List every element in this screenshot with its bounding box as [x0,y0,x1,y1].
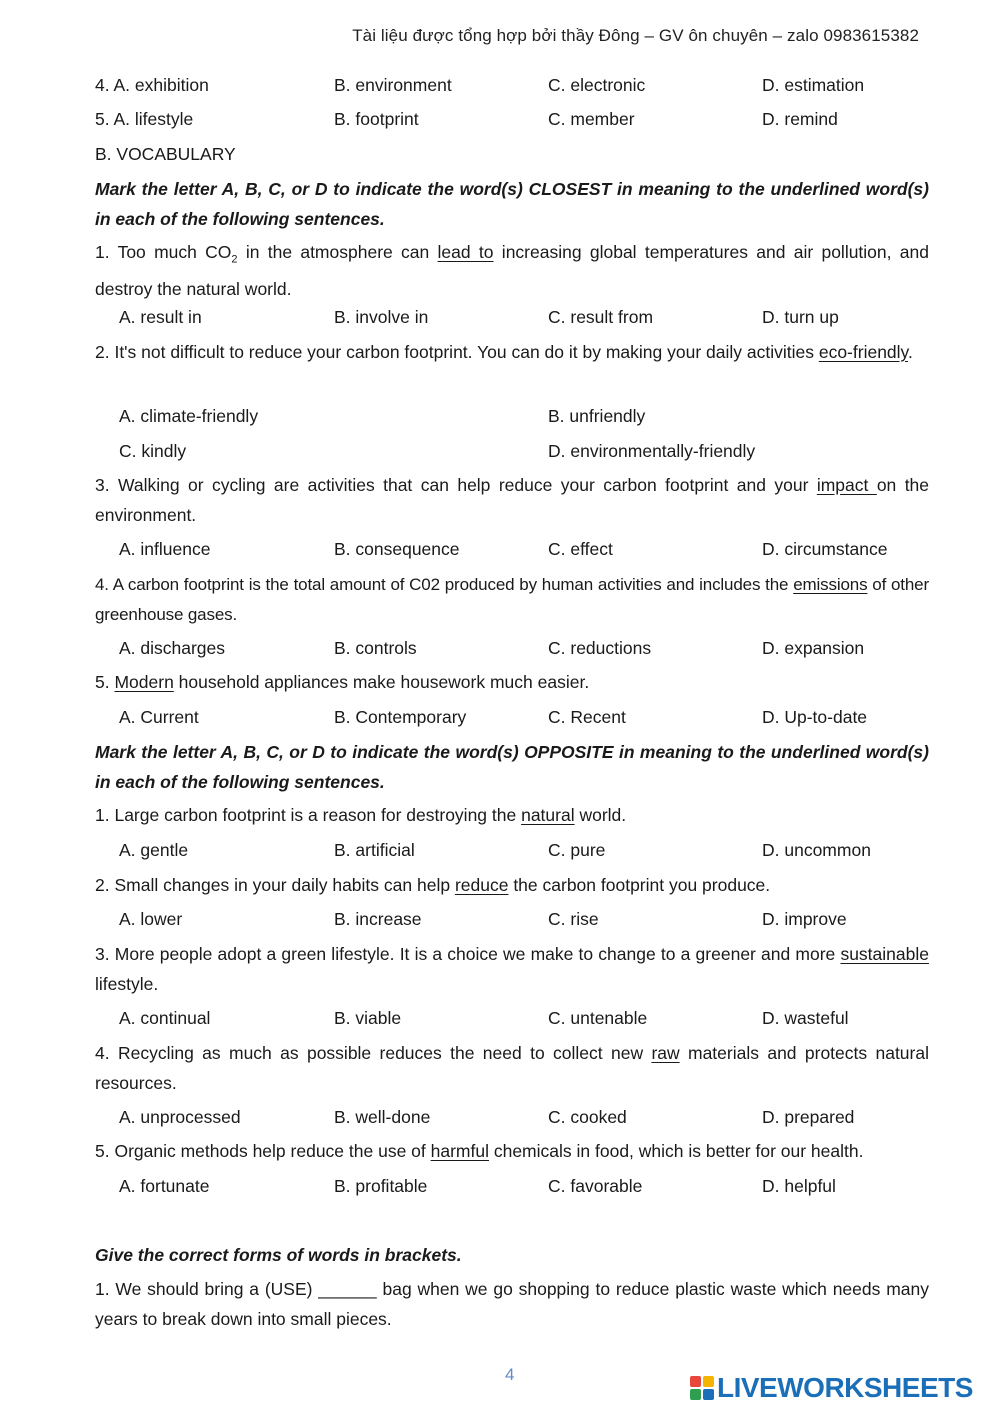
answer-options [95,535,929,564]
word-forms-instruction: Give the correct forms of words in brackets. [95,1245,462,1265]
option-d[interactable]: D. environmentally-friendly [548,441,756,461]
underlined-word: impact [816,475,877,495]
underlined-word: Modern [114,672,174,692]
underlined-word: natural [521,805,575,825]
option-a[interactable]: A. Current [119,707,199,727]
page-header: Tài liệu được tổng hợp bởi thầy Đông – GV ôn chuyên – zalo 0983615382 [352,26,919,45]
option: B. footprint [334,109,419,129]
underlined-word: sustainable [840,944,929,964]
option-c[interactable]: C. rise [548,909,599,929]
logo-square [690,1376,701,1387]
option-a[interactable]: A. influence [119,539,211,559]
question-text: 5. Modern household appliances make housework much easier. [95,672,590,692]
logo-square [690,1389,701,1400]
option-a[interactable]: A. lower [119,909,183,929]
question-text: 2. It's not difficult to reduce your carbon footprint. You can do it by making your daily activities eco-friendly. [95,342,913,362]
option-c[interactable]: C. pure [548,840,606,860]
liveworksheets-logo [690,1372,973,1404]
option: 4. A. exhibition [95,75,209,95]
question-text: 4. Recycling as much as possible reduces the need to collect new raw materials and protects natural resources. [95,1043,929,1093]
answer-options [95,703,929,732]
option-b[interactable]: B. involve in [334,307,429,327]
option-d[interactable]: D. Up-to-date [762,707,868,727]
answer-options [95,1004,929,1033]
option-d[interactable]: D. uncommon [762,840,871,860]
option-b[interactable]: B. viable [334,1008,402,1028]
underlined-word: reduce [454,875,509,895]
closest-instruction: Mark the letter A, B, C, or D to indicate the word(s) CLOSEST in meaning to the underlined word(s) in each of the following sentences. [95,179,929,229]
question-text: 3. Walking or cycling are activities that can help reduce your carbon footprint and your impact on the environment. [95,475,930,525]
answer-options [95,905,929,934]
option-d[interactable]: D. wasteful [762,1008,849,1028]
option-a[interactable]: A. fortunate [119,1176,210,1196]
question-text: 1. Large carbon footprint is a reason for destroying the natural world. [95,805,627,825]
underlined-word: harmful [430,1141,489,1161]
option-c[interactable]: C. untenable [548,1008,648,1028]
underlined-word: eco-friendly [818,342,909,362]
option: D. remind [762,109,838,129]
question-text: 4. A carbon footprint is the total amount of C02 produced by human activities and includes the emissions of other greenhouse gases. [95,575,930,624]
option-a[interactable]: A. unprocessed [119,1107,241,1127]
option: 5. A. lifestyle [95,109,194,129]
answer-options [95,303,929,332]
question-text: 1. We should bring a (USE) ______ bag when we go shopping to reduce plastic waste which needs many years to break down into small pieces. [95,1279,929,1329]
page-number: 4 [505,1365,515,1384]
option-b[interactable]: B. unfriendly [548,406,646,426]
option-d[interactable]: D. circumstance [762,539,888,559]
answer-options [95,402,929,431]
underlined-word: emissions [793,575,868,594]
option: B. environment [334,75,452,95]
logo-icon [690,1376,714,1400]
option-d[interactable]: D. improve [762,909,847,929]
option-d[interactable]: D. prepared [762,1107,855,1127]
logo-square [703,1389,714,1400]
logo-text: LIVEWORKSHEETS [717,1372,973,1403]
answer-options [95,1172,929,1201]
answer-options [95,437,929,466]
question-text: 1. Too much $CO_2$ in the atmosphere can lead to increasing global temperatures and air pollution, and destroy the natural world. [95,242,929,299]
question-text: 2. Small changes in your daily habits can help reduce the carbon footprint you produce. [95,875,771,895]
option-c[interactable]: C. reductions [548,638,652,658]
option-c[interactable]: C. cooked [548,1107,627,1127]
option-c[interactable]: C. kindly [119,441,187,461]
underlined-word: lead to [437,242,494,262]
logo-square [703,1376,714,1387]
underlined-word: raw [651,1043,680,1063]
question-text: 5. Organic methods help reduce the use of harmful chemicals in food, which is better for our health. [95,1141,864,1161]
option-a[interactable]: A. result in [119,307,202,327]
option-a[interactable]: A. climate-friendly [119,406,259,426]
option-a[interactable]: A. gentle [119,840,189,860]
question-text: 3. More people adopt a green lifestyle. It is a choice we make to change to a greener and more sustainable lifestyle. [95,944,929,994]
option: C. member [548,109,635,129]
pron-row-5 [95,105,929,134]
option-b[interactable]: B. profitable [334,1176,428,1196]
option-a[interactable]: A. discharges [119,638,226,658]
option-d[interactable]: D. expansion [762,638,865,658]
option: C. electronic [548,75,646,95]
option-c[interactable]: C. Recent [548,707,626,727]
option: D. estimation [762,75,865,95]
option-d[interactable]: D. turn up [762,307,839,327]
option-b[interactable]: B. controls [334,638,417,658]
option-b[interactable]: B. artificial [334,840,415,860]
option-c[interactable]: C. effect [548,539,613,559]
answer-options [95,634,929,663]
answer-options [95,836,929,865]
section-heading: B. VOCABULARY [95,144,236,164]
option-b[interactable]: B. increase [334,909,422,929]
option-a[interactable]: A. continual [119,1008,211,1028]
option-d[interactable]: D. helpful [762,1176,836,1196]
option-b[interactable]: B. well-done [334,1107,431,1127]
pron-row-4 [95,71,929,100]
option-b[interactable]: B. consequence [334,539,460,559]
option-c[interactable]: C. favorable [548,1176,643,1196]
option-c[interactable]: C. result from [548,307,654,327]
answer-options [95,1103,929,1132]
option-b[interactable]: B. Contemporary [334,707,467,727]
opposite-instruction: Mark the letter A, B, C, or D to indicate the word(s) OPPOSITE in meaning to the underlined word(s) in each of the following sentences. [95,742,929,792]
